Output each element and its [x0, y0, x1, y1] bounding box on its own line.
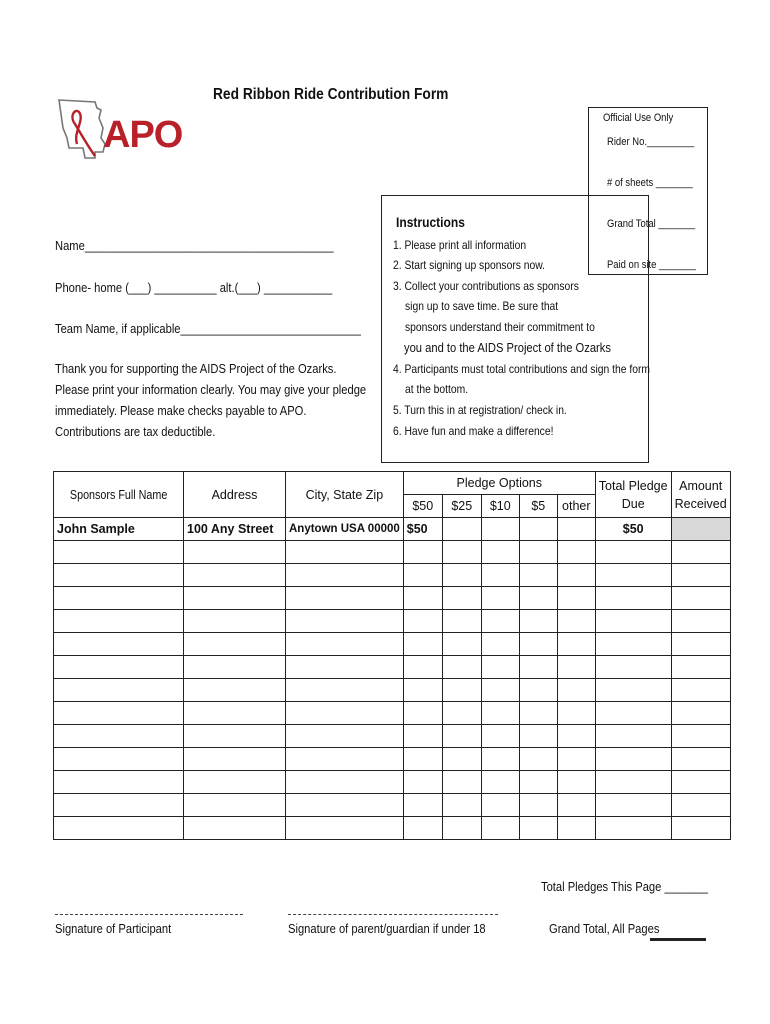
table-cell[interactable]	[184, 564, 286, 587]
table-cell[interactable]	[671, 587, 730, 610]
table-cell[interactable]	[403, 564, 442, 587]
table-cell[interactable]	[557, 771, 595, 794]
participant-signature-line[interactable]	[55, 914, 243, 915]
option-10: $10	[481, 495, 519, 518]
table-cell[interactable]	[442, 702, 481, 725]
table-row	[54, 587, 731, 610]
table-cell[interactable]	[54, 771, 184, 794]
phone-field[interactable]: Phone- home (___) __________ alt.(___) ___________	[55, 280, 333, 295]
table-cell[interactable]	[54, 725, 184, 748]
name-field[interactable]: Name________________________________________	[55, 238, 334, 253]
table-cell[interactable]	[184, 748, 286, 771]
table-cell[interactable]	[595, 587, 671, 610]
instruction-line: 5. Turn this in at registration/ check in.	[393, 403, 567, 417]
table-row	[54, 817, 731, 840]
table-cell[interactable]	[557, 564, 595, 587]
table-cell[interactable]	[286, 679, 404, 702]
col-header-name: Sponsors Full Name	[54, 472, 184, 518]
option-5: $5	[519, 495, 557, 518]
table-cell[interactable]	[184, 702, 286, 725]
table-cell[interactable]	[557, 817, 595, 840]
table-cell[interactable]	[442, 725, 481, 748]
thanks-line: Thank you for supporting the AIDS Project of the Ozarks.	[55, 361, 337, 376]
table-cell[interactable]	[481, 725, 519, 748]
table-cell[interactable]	[442, 564, 481, 587]
table-cell[interactable]	[481, 518, 519, 541]
table-cell[interactable]	[184, 771, 286, 794]
table-cell[interactable]	[595, 610, 671, 633]
table-cell[interactable]	[286, 564, 404, 587]
table-cell[interactable]	[595, 564, 671, 587]
team-name-field[interactable]: Team Name, if applicable_____________________________	[55, 321, 361, 336]
instruction-line: you and to the AIDS Project of the Ozarks	[404, 340, 611, 355]
table-row	[54, 702, 731, 725]
table-cell[interactable]	[442, 541, 481, 564]
table-cell[interactable]	[403, 725, 442, 748]
table-cell[interactable]	[519, 656, 557, 679]
table-cell[interactable]	[54, 633, 184, 656]
option-50: $50	[403, 495, 442, 518]
option-other: other	[557, 495, 595, 518]
table-cell[interactable]	[184, 541, 286, 564]
grand-total-all-pages-field[interactable]	[650, 938, 706, 941]
table-cell[interactable]	[671, 702, 730, 725]
table-cell[interactable]	[519, 541, 557, 564]
table-row	[54, 725, 731, 748]
instruction-line: at the bottom.	[405, 382, 469, 396]
table-cell[interactable]	[442, 587, 481, 610]
table-cell[interactable]	[286, 656, 404, 679]
table-cell[interactable]	[481, 817, 519, 840]
sheets-field[interactable]: # of sheets _______	[607, 177, 693, 189]
sponsors-table	[53, 471, 731, 840]
thanks-line: Please print your information clearly. You may give your pledge	[55, 382, 367, 397]
table-cell[interactable]	[481, 633, 519, 656]
table-cell[interactable]	[184, 817, 286, 840]
table-cell[interactable]	[184, 610, 286, 633]
table-cell[interactable]	[286, 748, 404, 771]
table-row	[54, 541, 731, 564]
table-cell[interactable]	[442, 656, 481, 679]
table-cell[interactable]	[595, 817, 671, 840]
table-cell[interactable]	[442, 633, 481, 656]
table-cell[interactable]	[403, 817, 442, 840]
table-cell[interactable]	[442, 610, 481, 633]
table-cell[interactable]	[557, 679, 595, 702]
instruction-line: 3. Collect your contributions as sponsors	[393, 279, 579, 293]
table-row	[54, 679, 731, 702]
paid-on-site-field[interactable]: Paid on site _______	[607, 259, 696, 271]
instructions-heading: Instructions	[396, 214, 465, 230]
table-cell[interactable]	[519, 748, 557, 771]
table-cell[interactable]	[442, 771, 481, 794]
table-cell[interactable]	[403, 633, 442, 656]
table-cell[interactable]	[286, 794, 404, 817]
table-cell[interactable]	[442, 748, 481, 771]
table-cell[interactable]	[286, 541, 404, 564]
table-header-row	[54, 472, 731, 495]
table-cell[interactable]	[557, 725, 595, 748]
table-cell[interactable]	[54, 817, 184, 840]
table-cell[interactable]	[671, 564, 730, 587]
table-cell[interactable]	[519, 817, 557, 840]
table-cell[interactable]	[442, 518, 481, 541]
table-cell[interactable]	[481, 794, 519, 817]
table-cell[interactable]	[54, 610, 184, 633]
table-cell[interactable]	[671, 633, 730, 656]
table-cell[interactable]	[442, 794, 481, 817]
table-cell[interactable]	[557, 587, 595, 610]
table-cell[interactable]	[286, 702, 404, 725]
participant-signature-label: Signature of Participant	[55, 921, 172, 936]
table-cell[interactable]	[54, 541, 184, 564]
table-cell[interactable]	[403, 748, 442, 771]
table-cell[interactable]	[519, 725, 557, 748]
table-row	[54, 610, 731, 633]
table-cell[interactable]	[671, 541, 730, 564]
table-cell[interactable]	[671, 748, 730, 771]
table-cell[interactable]	[671, 679, 730, 702]
table-cell[interactable]	[54, 587, 184, 610]
table-cell[interactable]	[671, 610, 730, 633]
table-cell[interactable]	[671, 817, 730, 840]
table-row	[54, 771, 731, 794]
table-cell[interactable]	[54, 656, 184, 679]
table-cell[interactable]	[557, 656, 595, 679]
col-header-address: Address	[184, 472, 286, 518]
table-cell[interactable]	[595, 725, 671, 748]
table-cell[interactable]	[481, 587, 519, 610]
table-cell[interactable]	[481, 541, 519, 564]
table-cell[interactable]	[557, 702, 595, 725]
table-cell[interactable]	[403, 771, 442, 794]
table-cell[interactable]	[557, 610, 595, 633]
table-cell[interactable]	[557, 518, 595, 541]
col-header-pledge-options: Pledge Options	[403, 472, 595, 495]
table-cell[interactable]	[481, 610, 519, 633]
table-row	[54, 748, 731, 771]
sample-address: 100 Any Street	[184, 518, 286, 541]
option-25: $25	[442, 495, 481, 518]
table-row-sample	[54, 518, 731, 541]
amount-received-l2: Received	[674, 496, 727, 511]
table-row	[54, 564, 731, 587]
thanks-line: Contributions are tax deductible.	[55, 424, 216, 439]
table-cell[interactable]	[519, 518, 557, 541]
table-cell[interactable]	[557, 633, 595, 656]
table-cell[interactable]	[442, 817, 481, 840]
table-cell[interactable]	[54, 794, 184, 817]
table-cell[interactable]	[519, 587, 557, 610]
instruction-line: 1. Please print all information	[393, 238, 527, 252]
sample-name: John Sample	[54, 518, 184, 541]
table-cell[interactable]	[519, 679, 557, 702]
instruction-line: 2. Start signing up sponsors now.	[393, 258, 546, 272]
table-row	[54, 656, 731, 679]
table-cell[interactable]	[54, 564, 184, 587]
table-cell[interactable]	[403, 656, 442, 679]
total-pledge-l2: Due	[621, 496, 645, 511]
table-cell[interactable]	[481, 702, 519, 725]
table-cell[interactable]	[481, 771, 519, 794]
table-cell[interactable]	[595, 794, 671, 817]
table-cell[interactable]	[481, 656, 519, 679]
grand-total-field[interactable]: Grand Total _______	[607, 218, 696, 230]
table-cell[interactable]	[557, 541, 595, 564]
table-cell[interactable]	[286, 725, 404, 748]
table-cell[interactable]	[184, 679, 286, 702]
table-cell[interactable]	[286, 771, 404, 794]
thanks-line: immediately. Please make checks payable to APO.	[55, 403, 307, 418]
table-cell[interactable]	[286, 817, 404, 840]
table-cell[interactable]	[403, 541, 442, 564]
table-cell[interactable]	[403, 702, 442, 725]
missouri-outline-icon	[59, 100, 105, 158]
table-cell[interactable]	[671, 794, 730, 817]
table-cell[interactable]	[595, 748, 671, 771]
guardian-signature-label: Signature of parent/guardian if under 18	[288, 921, 486, 936]
table-cell[interactable]	[403, 587, 442, 610]
instruction-line: 4. Participants must total contributions and sign the form	[393, 362, 650, 376]
instruction-line: sign up to save time. Be sure that	[405, 299, 559, 313]
table-cell[interactable]	[481, 564, 519, 587]
col-header-amount-received	[671, 472, 730, 518]
table-cell[interactable]	[286, 587, 404, 610]
table-cell[interactable]	[442, 679, 481, 702]
amount-received-cell	[671, 518, 730, 541]
table-cell[interactable]	[557, 794, 595, 817]
total-pledge-l1: Total Pledge	[598, 478, 668, 493]
table-cell[interactable]	[184, 656, 286, 679]
table-cell[interactable]	[671, 656, 730, 679]
table-cell[interactable]	[481, 748, 519, 771]
table-cell[interactable]	[595, 633, 671, 656]
table-cell[interactable]	[184, 794, 286, 817]
grand-total-all-pages-label: Grand Total, All Pages	[549, 921, 660, 936]
table-cell[interactable]	[481, 679, 519, 702]
instruction-line: 6. Have fun and make a difference!	[393, 424, 554, 438]
table-cell[interactable]	[54, 679, 184, 702]
table-cell[interactable]	[595, 656, 671, 679]
instruction-line: sponsors understand their commitment to	[405, 320, 595, 334]
amount-received-l1: Amount	[679, 478, 723, 493]
col-header-city: City, State Zip	[286, 472, 404, 518]
logo-text: APO	[103, 114, 183, 156]
total-pledges-page-field[interactable]: Total Pledges This Page _______	[541, 879, 709, 894]
table-row	[54, 633, 731, 656]
form-title: Red Ribbon Ride Contribution Form	[213, 86, 449, 103]
table-cell[interactable]	[671, 771, 730, 794]
table-cell[interactable]	[595, 771, 671, 794]
table-cell[interactable]	[184, 725, 286, 748]
table-cell[interactable]	[519, 771, 557, 794]
table-cell[interactable]	[54, 702, 184, 725]
table-cell[interactable]	[519, 702, 557, 725]
table-cell[interactable]	[286, 610, 404, 633]
sample-option: $50	[403, 518, 442, 541]
table-cell[interactable]	[595, 541, 671, 564]
guardian-signature-line[interactable]	[288, 914, 498, 915]
table-cell[interactable]	[403, 610, 442, 633]
table-cell[interactable]	[184, 587, 286, 610]
table-cell[interactable]	[595, 702, 671, 725]
table-cell[interactable]	[184, 633, 286, 656]
table-cell[interactable]	[403, 679, 442, 702]
table-cell[interactable]	[519, 564, 557, 587]
table-cell[interactable]	[54, 748, 184, 771]
table-cell[interactable]	[595, 679, 671, 702]
rider-no-field[interactable]: Rider No._________	[607, 136, 695, 148]
sample-total: $50	[595, 518, 671, 541]
table-cell[interactable]	[671, 725, 730, 748]
table-cell[interactable]	[403, 794, 442, 817]
sample-city: Anytown USA 00000	[286, 518, 404, 541]
table-cell[interactable]	[519, 633, 557, 656]
table-cell[interactable]	[519, 794, 557, 817]
col-header-total-pledge	[595, 472, 671, 518]
table-row	[54, 794, 731, 817]
official-use-title: Official Use Only	[603, 112, 674, 124]
table-cell[interactable]	[519, 610, 557, 633]
table-cell[interactable]	[557, 748, 595, 771]
table-cell[interactable]	[286, 633, 404, 656]
